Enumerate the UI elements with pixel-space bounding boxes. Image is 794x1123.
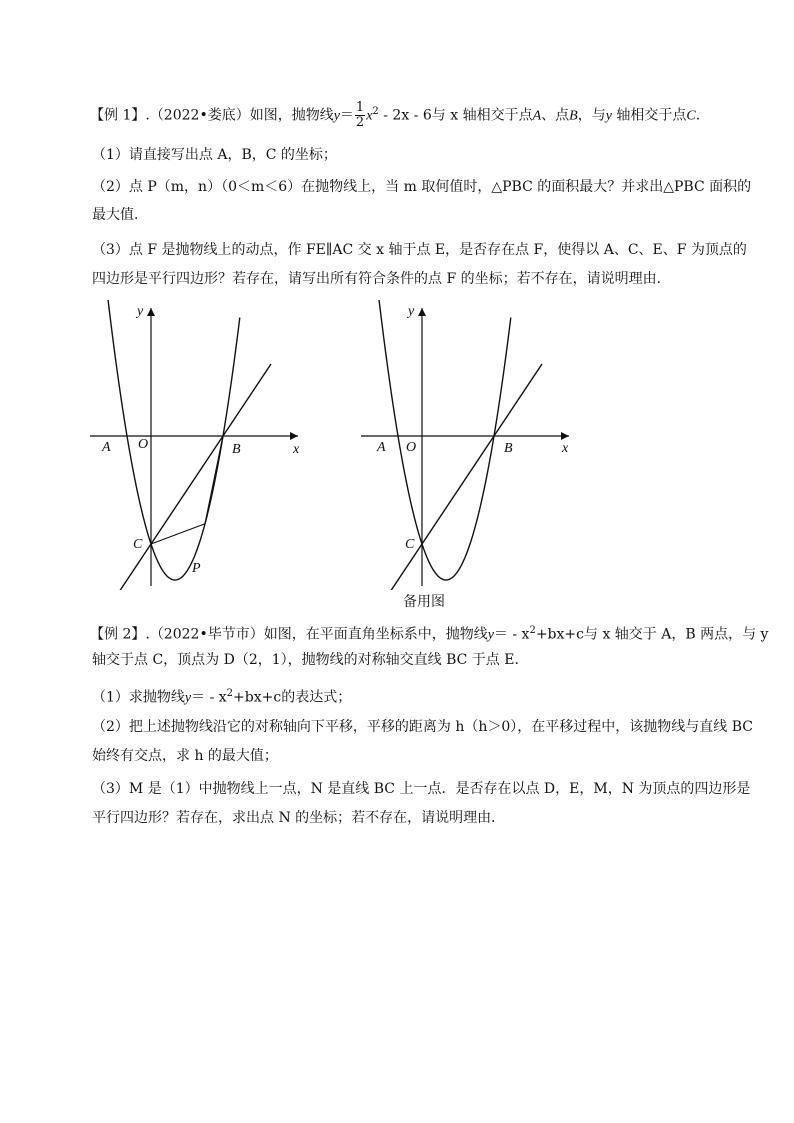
- example1-intro-prefix: 如图，抛物线: [249, 107, 334, 124]
- example1-eq-square: 2: [372, 105, 379, 117]
- figure2-origin-label: O: [406, 440, 417, 455]
- example1-point-b: B: [569, 108, 578, 124]
- example1-source: （2022•娄底）: [149, 107, 250, 124]
- figure-2: [356, 300, 586, 590]
- example1-label: 【例 1】.: [90, 107, 150, 124]
- example2-label: 【例 2】.: [90, 626, 150, 643]
- figure2-y-label: y: [408, 304, 415, 319]
- figure1-parabola: [101, 300, 240, 580]
- figure1-origin-label: O: [138, 437, 149, 452]
- example2-eq-rest-prefix: ＝ - x: [493, 626, 530, 643]
- figure1-point-c-label: C: [133, 537, 143, 552]
- figure1-segment-pc: [151, 524, 205, 544]
- figure2-x-label: x: [562, 441, 569, 456]
- example2-q1-prefix: （1）求抛物线: [92, 689, 185, 706]
- example1-frac-num: 1: [355, 100, 365, 115]
- example1-intro-suffix-3: 轴相交于点: [611, 107, 687, 124]
- example2-q1: [92, 684, 351, 709]
- figure2-point-c-label: C: [405, 537, 415, 552]
- example1-q1: （1）请直接写出点 A，B，C 的坐标；: [92, 147, 337, 163]
- figure1-x-label: x: [293, 442, 300, 457]
- example2-q1-eq-rest-prefix: ＝ - x: [191, 689, 227, 706]
- example2-source: （2022•毕节市）: [149, 626, 264, 643]
- example2-eq-square: 2: [529, 625, 536, 636]
- example1-point-a: A: [532, 108, 542, 124]
- figure1-point-p-label: P: [192, 561, 201, 576]
- example2-line1: [90, 621, 768, 646]
- example1-eq-x: x: [366, 108, 373, 124]
- example1-period: .: [695, 107, 701, 124]
- example2-intro-suffix: 与 x 轴交于 A，B 两点，与 y: [584, 626, 769, 643]
- example1-q3-line2: 四边形是平行四边形？若存在，请写出所有符合条件的点 F 的坐标；若不存在，请说明理由．: [92, 271, 671, 287]
- figure2-x-arrow: [561, 432, 569, 440]
- figure1-y-arrow: [147, 308, 155, 316]
- example1-frac-den: 2: [355, 115, 365, 130]
- example1-q2-line1: （2）点 P（m，n）（0＜m＜6）在抛物线上，当 m 取何值时，△PBC 的面积最大？并求出△PBC 面积的: [92, 179, 752, 195]
- example1-point-c: C: [686, 108, 696, 124]
- example1-line1: [90, 101, 700, 130]
- figure2-point-a-label: A: [377, 440, 386, 455]
- example2-eq-rest-suffix: +bx+c: [535, 626, 584, 643]
- figure-1: [85, 300, 315, 590]
- figure2-caption: 备用图: [403, 594, 445, 610]
- figure1-y-label: y: [137, 304, 144, 319]
- example2-eq-y: y: [487, 627, 494, 643]
- figure1-point-a-label: A: [102, 440, 111, 455]
- figure1-x-arrow: [290, 432, 298, 440]
- figure2-point-b-label: B: [504, 441, 513, 456]
- figure2-parabola: [372, 300, 511, 580]
- example2-q3-line1: （3）M 是（1）中抛物线上一点，N 是直线 BC 上一点．是否存在以点 D，E，M，N 为顶点的四边形是: [92, 781, 751, 797]
- example2-q1-eq-y: y: [184, 690, 192, 706]
- example2-intro-prefix: 如图，在平面直角坐标系中，抛物线: [263, 626, 488, 643]
- example1-eq-y: y: [333, 108, 340, 124]
- example1-intro-suffix-1: 与 x 轴相交于点: [431, 107, 533, 124]
- example1-q2-line2: 最大值．: [92, 207, 148, 223]
- example1-y-axis: y: [605, 108, 612, 124]
- figure2-y-arrow: [418, 308, 426, 316]
- example1-fraction: [355, 101, 365, 130]
- example1-q3-line1: （3）点 F 是抛物线上的动点，作 FE∥AC 交 x 轴于点 E，是否存在点 F，使得以 A、C、E、F 为顶点的: [92, 242, 747, 258]
- example2-q3-line2: 平行四边形？若存在，求出点 N 的坐标；若不存在，请说明理由．: [92, 810, 506, 826]
- example2-q2-line2: 始终有交点，求 h 的最大值；: [92, 748, 278, 764]
- example2-line2: 轴交于点 C，顶点为 D（2，1），抛物线的对称轴交直线 BC 于点 E．: [92, 652, 529, 668]
- example1-eq-rest: - 2x - 6: [378, 107, 432, 124]
- example1-intro-suffix-2: ，与: [577, 107, 606, 124]
- example1-sep-1: 、点: [541, 107, 570, 124]
- figure1-point-b-label: B: [232, 442, 241, 457]
- example2-q2-line1: （2）把上述抛物线沿它的对称轴向下平移，平移的距离为 h（h＞0），在平移过程中，该抛物线与直线 BC: [92, 719, 754, 735]
- example2-q1-eq-rest-suffix: +bx+c: [233, 689, 282, 706]
- example1-eq-equals: ＝: [339, 107, 354, 124]
- example2-q1-suffix: 的表达式；: [281, 689, 352, 706]
- example2-q1-eq-square: 2: [226, 688, 234, 699]
